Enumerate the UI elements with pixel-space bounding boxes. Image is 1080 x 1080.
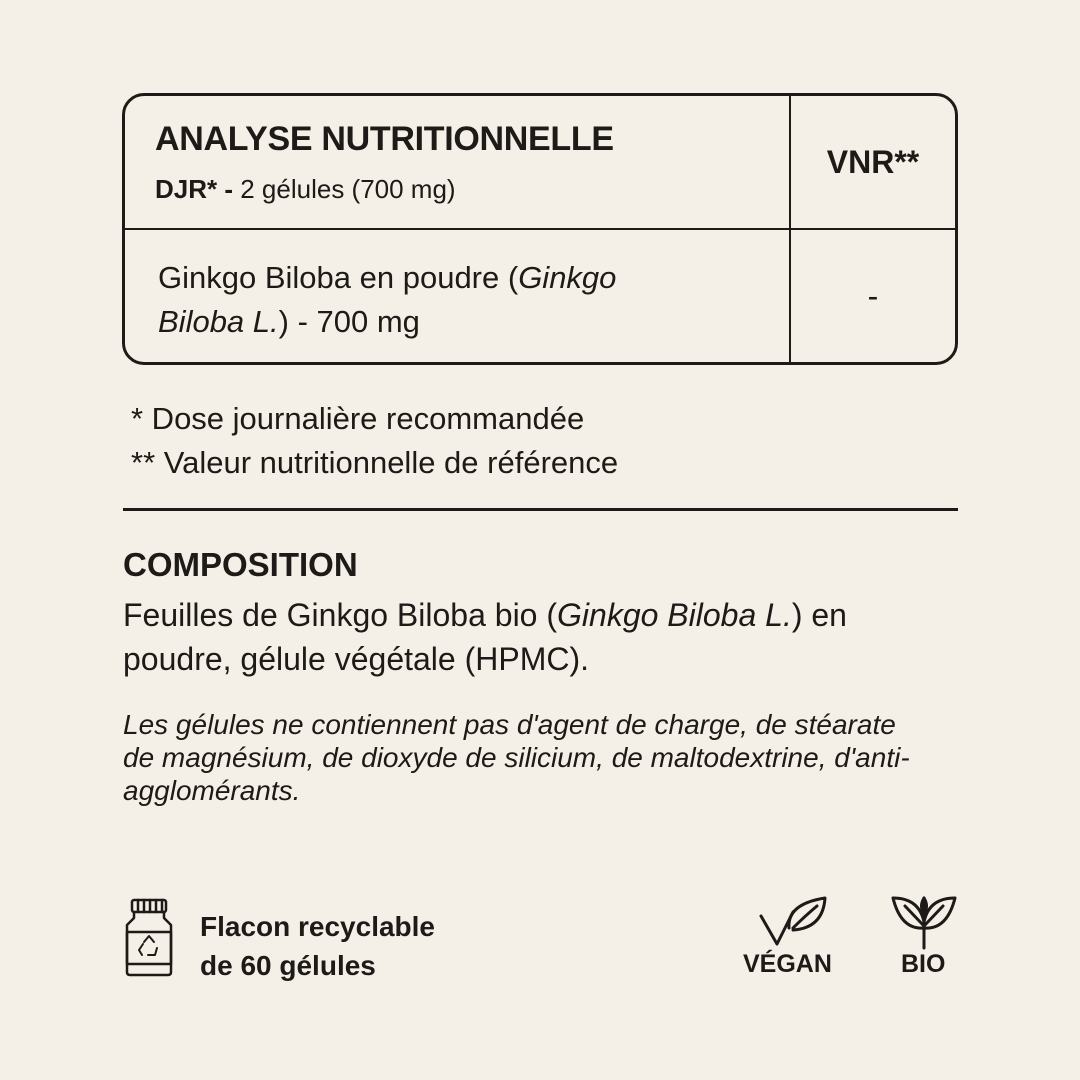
ingredient-latin-name-part2: Biloba L. (158, 304, 279, 339)
ingredient-name: Ginkgo Biloba en poudre ( (158, 260, 519, 295)
bottle-info-line1: Flacon recyclable (200, 911, 436, 942)
table-row-divider (125, 228, 955, 230)
composition-latin-name: Ginkgo Biloba L. (557, 597, 792, 633)
ingredient-cell (158, 256, 758, 344)
djr-label: DJR* - (155, 174, 234, 204)
footnote-djr: * Dose journalière recommandée (131, 401, 585, 436)
leaf-check-icon (757, 894, 829, 950)
sprout-icon (889, 892, 959, 950)
nutrition-table (122, 93, 958, 365)
vnr-header: VNR** (826, 144, 920, 180)
footnote-vnr: ** Valeur nutritionnelle de référence (131, 445, 619, 480)
footnotes (131, 397, 618, 485)
recyclable-bottle-icon (122, 898, 176, 978)
djr-line (155, 174, 456, 205)
ingredient-latin-name-part1: Ginkgo (518, 260, 617, 295)
composition-title: COMPOSITION (123, 546, 358, 583)
composition-text-start: Feuilles de Ginkgo Biloba bio ( (123, 597, 558, 633)
section-divider (123, 508, 958, 511)
composition-note: Les gélules ne contiennent pas d'agent de charge, de stéarate de magnésium, de dioxyde de silicium, de maltodextrine, d'anti-agglomérants. (123, 709, 910, 806)
bio-label: BIO (901, 950, 946, 978)
vegan-label: VÉGAN (743, 950, 832, 978)
composition-text (123, 593, 963, 681)
ingredient-vnr-value: - (867, 278, 879, 314)
ingredient-amount: ) - 700 mg (278, 304, 420, 339)
composition-text-end: ) en poudre, gélule végétale (HPMC). (123, 597, 847, 677)
table-title: ANALYSE NUTRITIONNELLE (155, 120, 614, 158)
djr-value: 2 gélules (700 mg) (240, 174, 456, 204)
bottle-info-line2: de 60 gélules (200, 950, 376, 981)
bottle-info (200, 907, 435, 985)
